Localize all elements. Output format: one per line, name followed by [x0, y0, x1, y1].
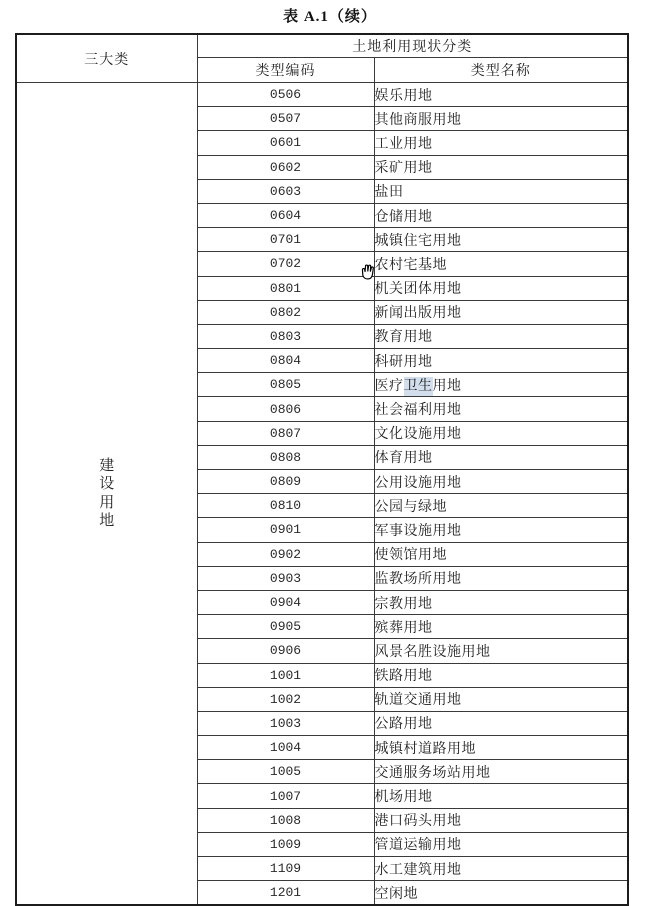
type-code-cell: 0507: [197, 107, 374, 131]
type-name-cell: 港口码头用地: [374, 808, 628, 832]
header-three-categories: 三大类: [16, 34, 197, 83]
table-body: [16, 83, 628, 906]
type-code-cell: 0601: [197, 131, 374, 155]
type-code-cell: 0810: [197, 494, 374, 518]
type-name-cell: 城镇住宅用地: [374, 228, 628, 252]
header-land-use-classification: 土地利用现状分类: [197, 34, 628, 58]
type-code-cell: 0901: [197, 518, 374, 542]
category-cell-construction-land: [16, 83, 197, 906]
type-name-cell: 监教场所用地: [374, 566, 628, 590]
type-code-cell: 1005: [197, 760, 374, 784]
type-name-cell: 使领馆用地: [374, 542, 628, 566]
type-code-cell: 0806: [197, 397, 374, 421]
header-type-code: 类型编码: [197, 58, 374, 83]
table-row: [16, 83, 628, 107]
table-header: [16, 34, 628, 83]
type-name-cell: 其他商服用地: [374, 107, 628, 131]
type-code-cell: 0902: [197, 542, 374, 566]
type-name-cell: 教育用地: [374, 324, 628, 348]
type-name-cell: 殡葬用地: [374, 615, 628, 639]
type-name-cell: 军事设施用地: [374, 518, 628, 542]
type-name-cell: 轨道交通用地: [374, 687, 628, 711]
type-code-cell: 0805: [197, 373, 374, 397]
type-name-cell: 城镇村道路用地: [374, 736, 628, 760]
type-name-cell: 铁路用地: [374, 663, 628, 687]
type-code-cell: 0808: [197, 445, 374, 469]
type-code-cell: 0906: [197, 639, 374, 663]
type-name-cell: 农村宅基地: [374, 252, 628, 276]
land-use-table: [15, 33, 629, 906]
type-code-cell: 0905: [197, 615, 374, 639]
type-code-cell: 0903: [197, 566, 374, 590]
type-code-cell: 0603: [197, 179, 374, 203]
type-code-cell: 1002: [197, 687, 374, 711]
type-code-cell: 0802: [197, 300, 374, 324]
type-code-cell: 1003: [197, 711, 374, 735]
type-name-cell: 机场用地: [374, 784, 628, 808]
type-code-cell: 0604: [197, 203, 374, 227]
type-name-cell: 娱乐用地: [374, 83, 628, 107]
type-name-cell: 文化设施用地: [374, 421, 628, 445]
type-name-cell: 新闻出版用地: [374, 300, 628, 324]
type-name-cell: 仓储用地: [374, 203, 628, 227]
type-code-cell: 0803: [197, 324, 374, 348]
type-code-cell: 0602: [197, 155, 374, 179]
type-code-cell: 0701: [197, 228, 374, 252]
type-code-cell: 0809: [197, 470, 374, 494]
type-code-cell: 1007: [197, 784, 374, 808]
type-name-cell: 公园与绿地: [374, 494, 628, 518]
type-code-cell: 1001: [197, 663, 374, 687]
type-name-cell: 科研用地: [374, 349, 628, 373]
type-code-cell: 1109: [197, 857, 374, 881]
type-name-cell: 交通服务场站用地: [374, 760, 628, 784]
type-name-cell: 管道运输用地: [374, 832, 628, 856]
type-code-cell: 0506: [197, 83, 374, 107]
category-vertical-label: 建 设 用 地: [99, 457, 115, 530]
type-name-cell: 社会福利用地: [374, 397, 628, 421]
type-code-cell: 1004: [197, 736, 374, 760]
type-code-cell: 1201: [197, 881, 374, 906]
type-name-cell: 采矿用地: [374, 155, 628, 179]
type-name-cell: 公用设施用地: [374, 470, 628, 494]
type-name-cell: 风景名胜设施用地: [374, 639, 628, 663]
type-name-cell: 盐田: [374, 179, 628, 203]
type-code-cell: 0702: [197, 252, 374, 276]
type-code-cell: 1009: [197, 832, 374, 856]
type-name-cell: 机关团体用地: [374, 276, 628, 300]
type-name-cell: 空闲地: [374, 881, 628, 906]
type-code-cell: 0807: [197, 421, 374, 445]
type-code-cell: 0804: [197, 349, 374, 373]
highlighted-text: 卫生: [404, 377, 433, 397]
type-name-cell: 公路用地: [374, 711, 628, 735]
type-name-cell: 医疗卫生用地: [374, 373, 628, 397]
type-code-cell: 0801: [197, 276, 374, 300]
header-type-name: 类型名称: [374, 58, 628, 83]
type-name-cell: 工业用地: [374, 131, 628, 155]
type-name-cell: 体育用地: [374, 445, 628, 469]
table-title: 表 A.1（续）: [283, 9, 377, 25]
type-name-cell: 宗教用地: [374, 590, 628, 614]
type-code-cell: 1008: [197, 808, 374, 832]
type-code-cell: 0904: [197, 590, 374, 614]
type-name-cell: 水工建筑用地: [374, 857, 628, 881]
